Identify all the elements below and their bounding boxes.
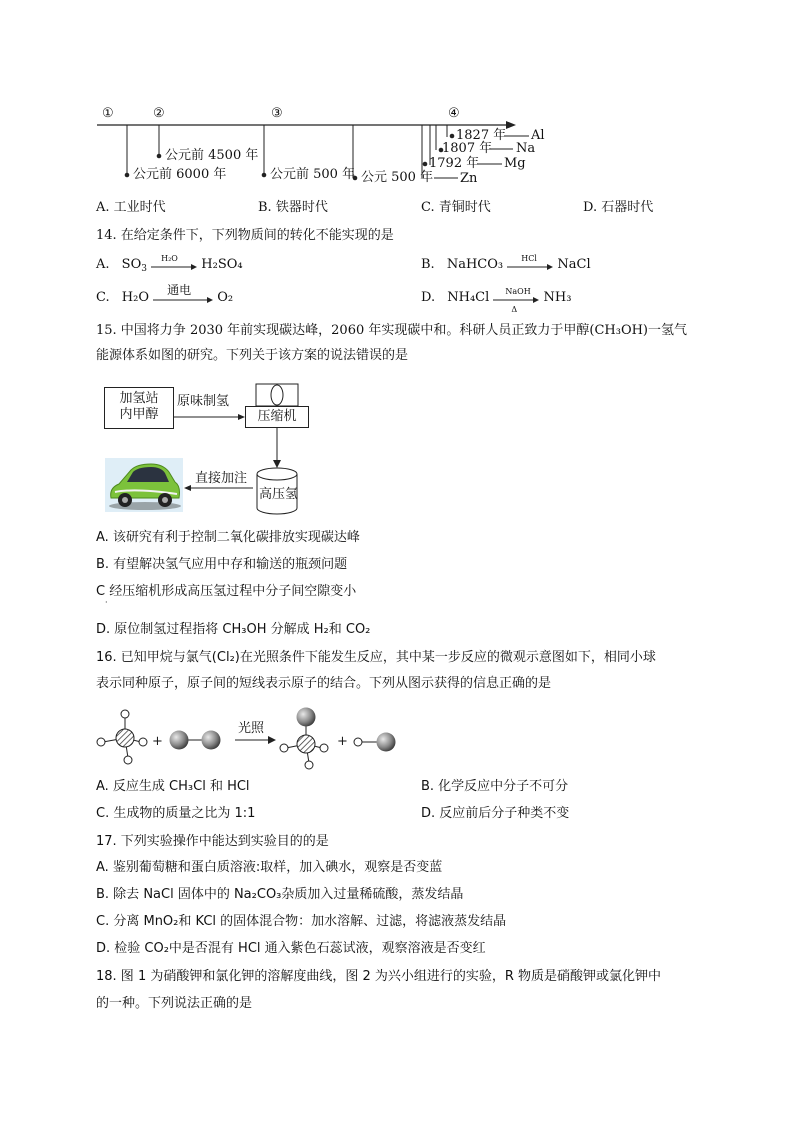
q16-stem-line2: 表示同种原子，原子间的短线表示原子的结合。下列从图示获得的信息正确的是	[96, 676, 552, 691]
reactant: H₂O	[121, 290, 149, 305]
car-illustration	[105, 458, 183, 512]
reactant: SO	[121, 257, 142, 272]
option-label: C.	[96, 290, 110, 305]
condition: HCl	[521, 253, 537, 263]
arrow-label-reforming: 原味制氢	[177, 394, 230, 409]
timeline-label-1827: 1827 年	[456, 128, 507, 143]
q13-option-c: C. 青铜时代	[421, 200, 491, 215]
tank-label: 高压氢	[259, 487, 299, 502]
q14-option-d	[421, 286, 572, 314]
reactant: NH₄Cl	[447, 290, 490, 305]
timeline-label-500bc: 公元前 500 年	[270, 167, 356, 182]
timeline-label-1807: 1807 年	[442, 141, 493, 156]
q17-option-c: C. 分离 MnO₂和 KCl 的固体混合物：加水溶解、过滤，将滤液蒸发结晶	[96, 914, 507, 929]
q16-option-c: C. 生成物的质量之比为 1:1	[96, 806, 256, 821]
plus-sign-1: +	[152, 734, 163, 749]
era-marker-4: ④	[448, 106, 460, 121]
element-mg: Mg	[504, 156, 526, 171]
timeline-label-500ad: 公元 500 年	[361, 170, 434, 185]
q14-option-a: A. $SO_3$ H₂O H₂SO₄	[96, 257, 243, 277]
q17-option-a: A. 鉴别葡萄糖和蛋白质溶液:取样，加入碘水，观察是否变蓝	[96, 860, 443, 875]
timeline-label-4500bc: 公元前 4500 年	[165, 148, 259, 163]
era-marker-1: ①	[102, 106, 114, 121]
molecule-reaction-diagram	[90, 700, 420, 780]
q15-stem-line1: 15. 中国将力争 2030 年前实现碳达峰，2060 年实现碳中和。科研人员正致力于甲醇(CH₃OH)一氢气	[96, 323, 688, 338]
q13-option-a: A. 工业时代	[96, 200, 166, 215]
q16-option-a: A. 反应生成 CH₃Cl 和 HCl	[96, 779, 250, 794]
condition: NaOH	[505, 286, 531, 296]
q15-option-d: D. 原位制氢过程指将 CH₃OH 分解成 H₂和 CO₂	[96, 622, 371, 637]
q17-option-d: D. 检验 CO₂中是否混有 HCl 通入紫色石蕊试液，观察溶液是否变红	[96, 941, 486, 956]
q15-stem-line2: 能源体系如图的研究。下列关于该方案的说法错误的是	[96, 348, 409, 363]
product: H₂SO₄	[201, 257, 243, 272]
stray-dot: ·	[105, 598, 108, 607]
element-zn: Zn	[460, 171, 478, 186]
product: NH₃	[543, 290, 572, 305]
q16-option-b: B. 化学反应中分子不可分	[421, 779, 569, 794]
compressor-label: 压缩机	[257, 409, 297, 424]
product: O₂	[217, 290, 234, 305]
era-marker-2: ②	[153, 106, 165, 121]
q15-option-c: C 经压缩机形成高压氢过程中分子间空隙变小	[96, 584, 357, 599]
q14-option-c	[96, 282, 234, 306]
timeline-label-1792: 1792 年	[429, 156, 480, 171]
element-na: Na	[516, 141, 536, 156]
element-al: Al	[531, 128, 545, 143]
reactant: NaHCO₃	[446, 257, 504, 272]
option-label: D.	[421, 290, 436, 305]
q13-option-b: B. 铁器时代	[258, 200, 328, 215]
option-label: B.	[421, 257, 435, 272]
q14-stem: 14. 在给定条件下，下列物质间的转化不能实现的是	[96, 228, 394, 243]
q14-option-b	[421, 253, 591, 273]
q17-option-b: B. 除去 NaCl 固体中的 Na₂CO₃杂质加入过量稀硫酸，蒸发结晶	[96, 887, 464, 902]
q13-option-d: D. 石器时代	[583, 200, 654, 215]
heat-symbol: Δ	[511, 304, 518, 314]
station-line2: 内甲醇	[119, 407, 159, 422]
condition: H₂O	[161, 253, 178, 263]
product: NaCl	[557, 257, 591, 272]
arrow-label-fill: 直接加注	[195, 471, 248, 486]
condition: 通电	[167, 282, 192, 297]
q18-stem-line1: 18. 图 1 为硝酸钾和氯化钾的溶解度曲线，图 2 为兴小组进行的实验，R 物质是硝酸钾或氯化钾中	[96, 969, 662, 984]
station-line1: 加氢站	[119, 391, 159, 406]
q17-stem: 17. 下列实验操作中能达到实验目的的是	[96, 834, 329, 849]
timeline-label-6000bc: 公元前 6000 年	[133, 167, 227, 182]
condition-light: 光照	[238, 721, 265, 736]
plus-sign-2: +	[337, 734, 348, 749]
q16-stem-line1: 16. 已知甲烷与氯气(Cl₂)在光照条件下能发生反应，其中某一步反应的微观示意图如下，相同小球	[96, 650, 656, 665]
q18-stem-line2: 的一种。下列说法正确的是	[96, 996, 253, 1011]
era-marker-3: ③	[271, 106, 283, 121]
q15-option-b: B. 有望解决氢气应用中存和输送的瓶颈问题	[96, 557, 348, 572]
option-label: A.	[96, 257, 110, 272]
q16-option-d: D. 反应前后分子种类不变	[421, 806, 570, 821]
compressor-box	[245, 406, 309, 428]
q15-option-a: A. 该研究有利于控制二氧化碳排放实现碳达峰	[96, 530, 360, 545]
